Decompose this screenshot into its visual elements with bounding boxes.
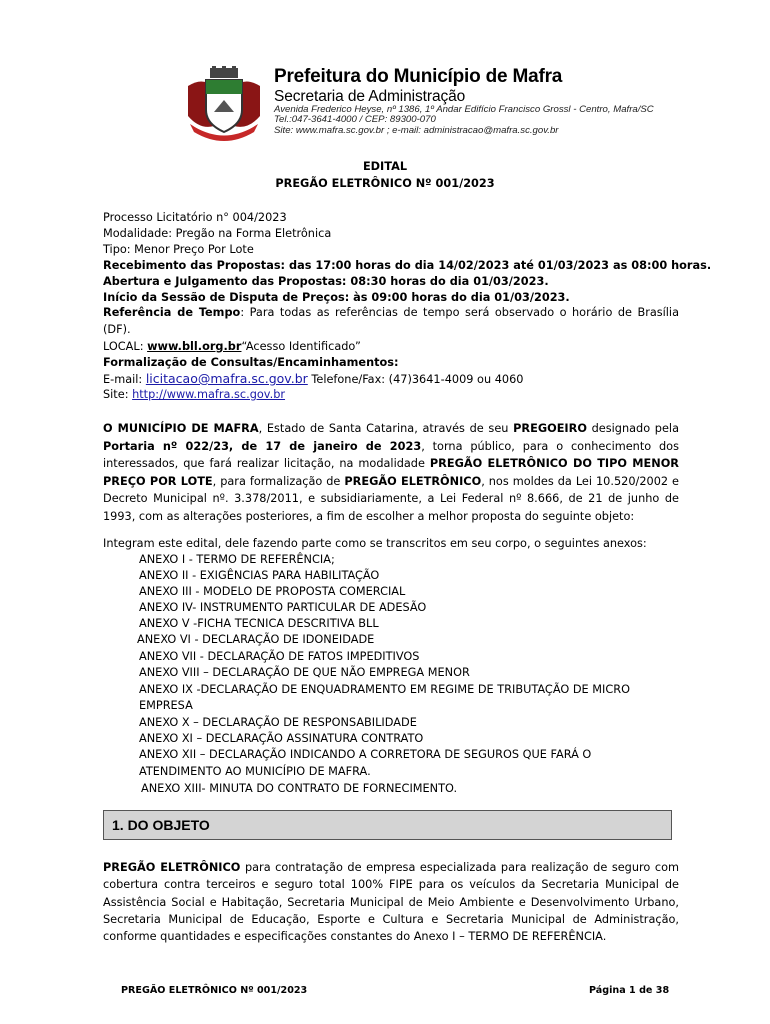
municipal-coat-of-arms-icon — [184, 66, 264, 142]
annex-item: ANEXO V -FICHA TECNICA DESCRITIVA BLL — [139, 617, 379, 630]
intro-bold-pregao: PREGÃO ELETRÔNICO — [344, 474, 482, 488]
email-prefix: E-mail: — [103, 373, 146, 386]
pregao-heading: PREGÃO ELETRÔNICO Nº 001/2023 — [275, 177, 495, 190]
local-prefix: LOCAL: — [103, 340, 148, 353]
local-line — [103, 339, 361, 355]
site-line — [103, 387, 285, 403]
site-link[interactable]: http://www.mafra.sc.gov.br — [132, 388, 286, 401]
letterhead-phone: Tel.:047-3641-4000 / CEP: 89300-070 — [274, 114, 436, 125]
annex-item: ANEXO XI – DECLARAÇÃO ASSINATURA CONTRATO — [139, 732, 424, 745]
intro-bold-pregoeiro: PREGOEIRO — [513, 422, 587, 435]
intro-bold-modalidade: PREGÃO ELETRÔNICO DO TIPO MENOR PREÇO POR LOTE — [103, 457, 680, 488]
email-suffix: Telefone/Fax: (47)3641-4009 ou 4060 — [307, 373, 524, 386]
inicio-line: Início da Sessão de Disputa de Preços: às 09:00 horas do dia 01/03/2023. — [103, 291, 570, 304]
annex-intro: Integram este edital, dele fazendo parte como se transcritos em seu corpo, o seguintes anexos: — [103, 537, 647, 550]
intro-text-4: , para formalização de — [212, 474, 345, 488]
referencia-text: : Para todas as referências de tempo será observado o horário de Brasília (DF). — [103, 306, 679, 336]
recebimento-line: Recebimento das Propostas: das 17:00 horas do dia 14/02/2023 até 01/03/2023 as 08:00 horas. — [103, 259, 712, 272]
annex-item: ANEXO II - EXIGÊNCIAS PARA HABILITAÇÃO — [139, 569, 380, 582]
section-1-title: 1. DO OBJETO — [112, 817, 210, 833]
intro-bold-municipio: O MUNICÍPIO DE MAFRA — [103, 422, 259, 435]
site-prefix: Site: — [103, 388, 133, 401]
annex-item: ANEXO VIII – DECLARAÇÃO DE QUE NÃO EMPREGA MENOR — [139, 666, 470, 679]
referencia-label: Referência de Tempo — [103, 306, 241, 319]
annex-item: ANEXO I - TERMO DE REFERÊNCIA; — [139, 553, 335, 566]
intro-bold-portaria: Portaria nº 022/23, de 17 de janeiro de 2023 — [103, 439, 422, 453]
abertura-line: Abertura e Julgamento das Propostas: 08:30 horas do dia 01/03/2023. — [103, 275, 549, 288]
intro-text-1: , Estado de Santa Catarina, através de seu — [258, 422, 514, 435]
referencia-paragraph — [103, 305, 679, 338]
annex-item: ANEXO IX -DECLARAÇÃO DE ENQUADRAMENTO EM REGIME DE TRIBUTAÇÃO DE MICRO — [139, 683, 630, 696]
formalizacao-line: Formalização de Consultas/Encaminhamentos: — [103, 356, 399, 369]
section-1-paragraph — [103, 859, 679, 945]
intro-text-2: designado pela — [586, 422, 679, 435]
email-link[interactable]: licitacao@mafra.sc.gov.br — [145, 371, 308, 386]
annex-item: ANEXO IV- INSTRUMENTO PARTICULAR DE ADESÃO — [139, 601, 427, 614]
processo-line: Processo Licitatório n° 004/2023 — [103, 211, 287, 224]
annex-item: ANEXO XII – DECLARAÇÃO INDICANDO A CORRETORA DE SEGUROS QUE FARÁ O — [139, 748, 592, 761]
intro-text-3: , torna público, para o conhecimento dos interessados, que fará realizar licitação, na modalidade — [103, 439, 679, 470]
letterhead-address: Avenida Frederico Heyse, nº 1386, 1º Andar Edifício Francisco Grossl - Centro, Mafra/SC — [274, 104, 654, 115]
page-number: Página 1 de 38 — [589, 985, 670, 996]
section-1-text: para contratação de empresa especializada para realização de seguro com cobertura contra terceiros e seguro total 100% FIPE para os veículos da Secretaria Municipal de Assistência Social e Habitação, Secretaria Municipal de Meio Ambiente e Desenvolvimento Urbano, Secretaria Municipal de Educação, Esporte e Cultura e Secretaria Municipal de Administração, conforme quantidades e especificações constantes do Anexo I – TERMO DE REFERÊNCIA. — [103, 861, 679, 944]
section-1-header — [103, 810, 672, 840]
intro-paragraph — [103, 420, 679, 525]
local-suffix: “Acesso Identificado” — [241, 340, 361, 353]
modalidade-line: Modalidade: Pregão na Forma Eletrônica — [103, 227, 332, 240]
annex-item: ANEXO X – DECLARAÇÃO DE RESPONSABILIDADE — [139, 716, 417, 729]
annex-item: ANEXO XIII- MINUTA DO CONTRATO DE FORNECIMENTO. — [141, 782, 458, 795]
footer-title: PREGÃO ELETRÔNICO Nº 001/2023 — [121, 985, 308, 996]
annex-item: ATENDIMENTO AO MUNICÍPIO DE MAFRA. — [139, 765, 371, 778]
letterhead-subtitle: Secretaria de Administração — [274, 88, 466, 105]
intro-text-5: , nos moldes da Lei 10.520/2002 e Decreto Municipal nº. 3.378/2011, e subsidiariamente, a Lei Federal nº 8.666, de 21 de junho de 1993, com as alterações posteriores, a fim de escolher a melhor proposta do seguinte objeto: — [103, 474, 679, 523]
section-1-lead: PREGÃO ELETRÔNICO — [103, 861, 241, 874]
email-line — [103, 371, 523, 388]
annex-item: ANEXO VII - DECLARAÇÃO DE FATOS IMPEDITIVOS — [139, 650, 420, 663]
edital-heading: EDITAL — [362, 160, 408, 173]
tipo-line: Tipo: Menor Preço Por Lote — [103, 243, 254, 256]
annex-item: ANEXO VI - DECLARAÇÃO DE IDONEIDADE — [137, 633, 375, 646]
letterhead-site: Site: www.mafra.sc.gov.br ; e-mail: administracao@mafra.sc.gov.br — [274, 125, 559, 136]
annex-item: ANEXO III - MODELO DE PROPOSTA COMERCIAL — [139, 585, 406, 598]
bll-link[interactable]: www.bll.org.br — [147, 340, 242, 353]
annex-item: EMPRESA — [139, 699, 193, 712]
letterhead-title: Prefeitura do Município de Mafra — [274, 66, 563, 87]
